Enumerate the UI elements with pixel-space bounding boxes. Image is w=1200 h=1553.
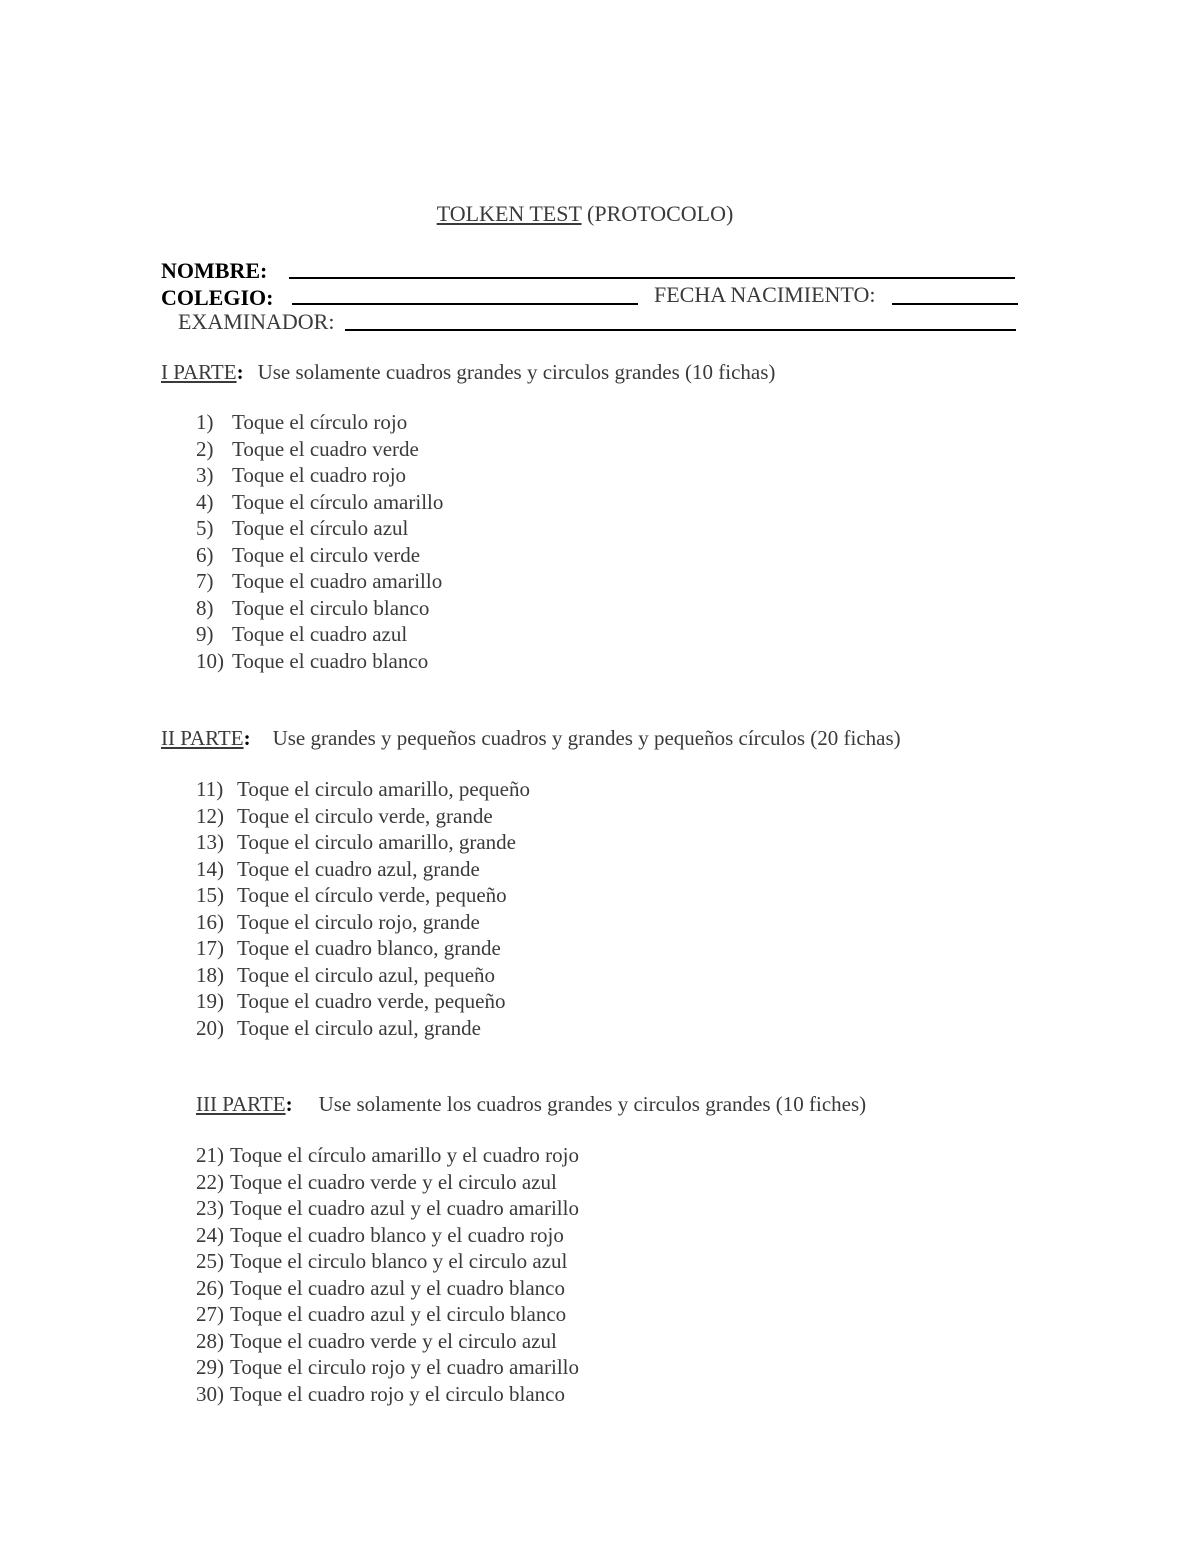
list-item: 10) Toque el cuadro blanco xyxy=(196,648,429,673)
list-item: 8) Toque el circulo blanco xyxy=(196,595,430,620)
nombre-label: NOMBRE: xyxy=(161,258,268,283)
list-item: 15) Toque el círculo verde, pequeño xyxy=(196,883,507,907)
list-item: 7) Toque el cuadro amarillo xyxy=(196,569,443,593)
part-1-heading xyxy=(161,359,775,385)
list-item: 30) Toque el cuadro rojo y el circulo blanco xyxy=(196,1381,565,1406)
list-item: 16) Toque el circulo rojo, grande xyxy=(196,909,480,934)
list-item: 6) Toque el circulo verde xyxy=(196,542,421,567)
part-3-label: III PARTE xyxy=(196,1092,286,1116)
part-3-heading xyxy=(196,1091,866,1117)
list-item: 17) Toque el cuadro blanco, grande xyxy=(196,936,501,960)
list-item: 4) Toque el círculo amarillo xyxy=(196,489,444,514)
page-title xyxy=(0,200,1170,228)
list-item: 24) Toque el cuadro blanco y el cuadro rojo xyxy=(196,1222,564,1247)
part-2-colon: : xyxy=(243,726,251,750)
list-item: 23) Toque el cuadro azul y el cuadro amarillo xyxy=(196,1196,579,1220)
part-3-items xyxy=(196,1142,579,1407)
colegio-field[interactable] xyxy=(292,303,638,305)
list-item: 13) Toque el circulo amarillo, grande xyxy=(196,830,516,854)
nombre-field[interactable] xyxy=(289,277,1015,279)
list-item: 21) Toque el círculo amarillo y el cuadro rojo xyxy=(196,1143,579,1167)
part-1-colon: : xyxy=(236,360,244,384)
list-item: 1) Toque el círculo rojo xyxy=(196,410,408,434)
part-2-items xyxy=(196,776,530,1041)
part-2-label: II PARTE xyxy=(161,726,244,750)
list-item: 28) Toque el cuadro verde y el circulo azul xyxy=(196,1328,557,1353)
part-3-instruction: Use solamente los cuadros grandes y circulos grandes (10 fiches) xyxy=(318,1092,867,1116)
examinador-field[interactable] xyxy=(345,329,1016,331)
list-item: 20) Toque el circulo azul, grande xyxy=(196,1015,482,1040)
fecha-nacimiento-label: FECHA NACIMIENTO: xyxy=(654,282,876,307)
title-suffix: (PROTOCOLO) xyxy=(581,201,734,226)
part-1-items xyxy=(196,409,443,674)
fecha-nacimiento-field[interactable] xyxy=(892,303,1018,305)
list-item: 19) Toque el cuadro verde, pequeño xyxy=(196,989,506,1013)
list-item: 2) Toque el cuadro verde xyxy=(196,436,419,461)
list-item: 29) Toque el circulo rojo y el cuadro amarillo xyxy=(196,1355,579,1379)
list-item: 5) Toque el círculo azul xyxy=(196,516,409,540)
part-1-label: I PARTE xyxy=(161,360,237,384)
examinador-label: EXAMINADOR: xyxy=(178,309,335,334)
list-item: 9) Toque el cuadro azul xyxy=(196,622,408,646)
list-item: 11) Toque el circulo amarillo, pequeño xyxy=(196,777,531,801)
list-item: 26) Toque el cuadro azul y el cuadro blanco xyxy=(196,1275,565,1300)
part-2-instruction: Use grandes y pequeños cuadros y grandes y pequeños círculos (20 fichas) xyxy=(272,726,901,750)
title-main: TOLKEN TEST xyxy=(436,201,582,226)
part-1-instruction: Use solamente cuadros grandes y circulos grandes (10 fichas) xyxy=(257,360,776,384)
part-3-colon: : xyxy=(285,1092,293,1116)
list-item: 25) Toque el circulo blanco y el circulo azul xyxy=(196,1249,568,1273)
list-item: 18) Toque el circulo azul, pequeño xyxy=(196,962,496,987)
list-item: 3) Toque el cuadro rojo xyxy=(196,463,407,487)
part-2-heading xyxy=(161,725,901,751)
colegio-label: COLEGIO: xyxy=(161,285,274,310)
list-item: 12) Toque el circulo verde, grande xyxy=(196,803,493,828)
list-item: 22) Toque el cuadro verde y el circulo azul xyxy=(196,1169,557,1194)
list-item: 27) Toque el cuadro azul y el circulo blanco xyxy=(196,1302,567,1326)
list-item: 14) Toque el cuadro azul, grande xyxy=(196,856,480,881)
